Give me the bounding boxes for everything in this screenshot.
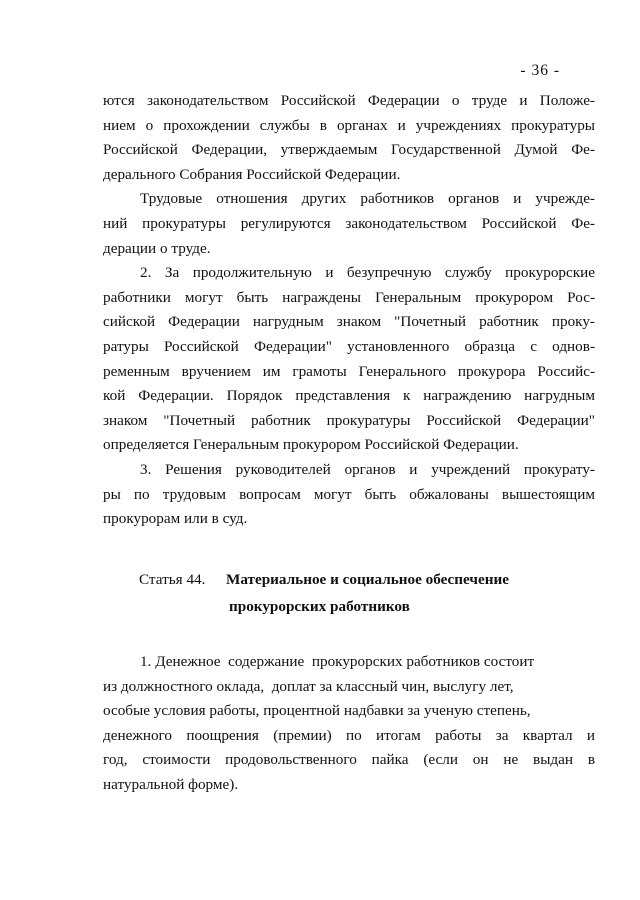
text-line: нием о прохождении службы в органах и учреждениях прокуратуры (103, 116, 595, 134)
text-line: ратуры Российской Федерации" установленного образца с однов- (103, 337, 595, 355)
text-line: дерации о труде. (103, 239, 211, 257)
text-line: 2. За продолжительную и безупречную службу прокурорские (140, 264, 595, 282)
article-title-line-1: Материальное и социальное обеспечение (226, 571, 509, 588)
text-line: 3. Решения руководителей органов и учреждений прокурату- (140, 460, 595, 478)
text-line: ний прокуратуры регулируются законодательством Российской Фе- (103, 214, 595, 232)
text-line: год, стоимости продовольственного пайка (если он не выдан в (103, 751, 595, 769)
text-line: ры по трудовым вопросам могут быть обжалованы вышестоящим (103, 485, 595, 503)
text-line: прокурорам или в суд. (103, 510, 248, 528)
article-label: Статья 44. (139, 571, 206, 588)
text-line: Трудовые отношения других работников органов и учрежде- (140, 190, 595, 208)
text-block-1 (103, 89, 595, 532)
page-number: - 36 - (520, 62, 560, 79)
text-line: из должностного оклада, доплат за классный чин, выслугу лет, (103, 677, 514, 695)
text-line: определяется Генеральным прокурором Российской Федерации. (103, 436, 519, 454)
text-line: ременным вручением им грамоты Генерального прокурора Российс- (103, 362, 595, 380)
text-line: денежного поощрения (премии) по итогам работы за квартал и (103, 726, 595, 744)
text-line: работники могут быть награждены Генеральным прокурором Рос- (103, 288, 595, 306)
text-line: сийской Федерации нагрудным знаком "Почетный работник проку- (103, 313, 595, 331)
text-line: знаком "Почетный работник прокуратуры Российской Федерации" (103, 411, 595, 429)
text-line: кой Федерации. Порядок представления к награждению нагрудным (103, 387, 595, 405)
text-line: натуральной форме). (103, 775, 239, 793)
text-line: дерального Собрания Российской Федерации. (103, 165, 401, 183)
text-line: особые условия работы, процентной надбавки за ученую степень, (103, 702, 531, 720)
text-line: ются законодательством Российской Федерации о труде и Положе- (103, 92, 595, 109)
text-block-2 (103, 650, 595, 798)
article-title-line-2: прокурорских работников (229, 598, 410, 615)
text-line: Российской Федерации, утверждаемым Государственной Думой Фе- (103, 141, 595, 159)
text-line: 1. Денежное содержание прокурорских работников состоит (140, 653, 535, 670)
